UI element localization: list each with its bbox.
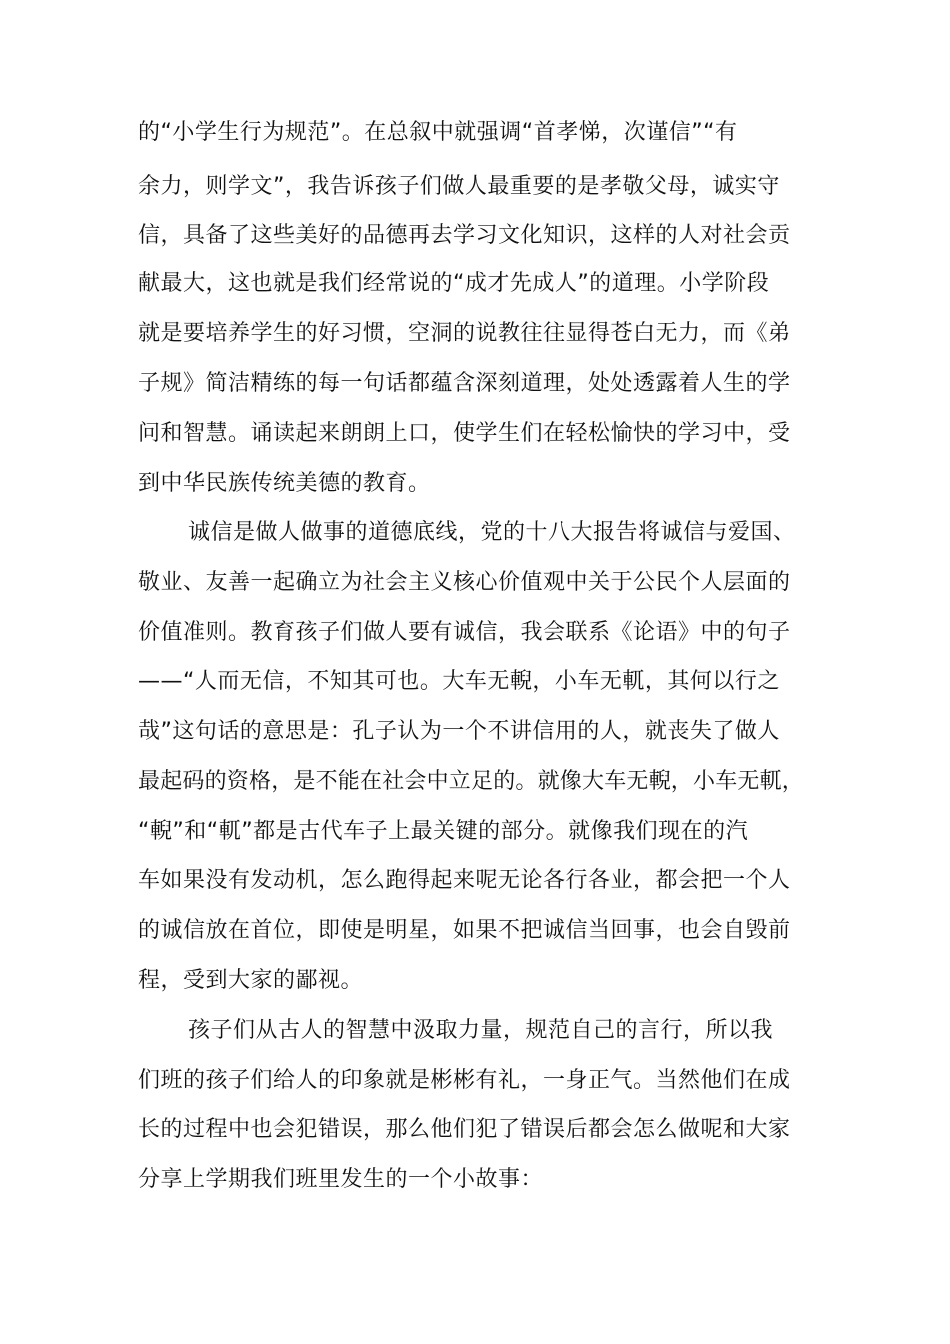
text-line: 诚信是做人做事的道德底线，党的十八大报告将诚信与爱国、 [188,520,796,545]
text-line: 车如果没有发动机，怎么跑得起来呢无论各行各业，都会把一个人 [138,868,791,893]
text-line: 问和智慧。诵读起来朗朗上口，使学生们在轻松愉快的学习中，受 [138,421,791,446]
text-line: 价值准则。教育孩子们做人要有诚信，我会联系《论语》中的句子 [138,620,791,645]
text-line: 余力，则学文”，我告诉孩子们做人最重要的是孝敬父母，诚实守 [138,174,780,199]
text-line: 孩子们从古人的智慧中汲取力量，规范自己的言行，所以我 [188,1018,774,1043]
text-line: “輗”和“軏”都是古代车子上最关键的部分。就像我们现在的汽 [138,819,749,844]
text-line: 到中华民族传统美德的教育。 [138,471,431,496]
text-line: 们班的孩子们给人的印象就是彬彬有礼，一身正气。当然他们在成 [138,1068,791,1093]
text-line: ——“人而无信，不知其可也。大车无輗，小车无軏，其何以行之 [138,669,780,694]
text-line: 的诚信放在首位，即使是明星，如果不把诚信当回事，也会自毁前 [138,918,791,943]
text-line: 最起码的资格，是不能在社会中立足的。就像大车无輗，小车无軏， [138,769,805,794]
text-line: 献最大，这也就是我们经常说的“成才先成人”的道理。小学阶段 [138,271,770,296]
text-line: 哉”这句话的意思是：孔子认为一个不讲信用的人，就丧失了做人 [138,719,780,744]
text-line: 信，具备了这些美好的品德再去学习文化知识，这样的人对社会贡 [138,223,791,248]
text-line: 就是要培养学生的好习惯，空洞的说教往往显得苍白无力，而《弟 [138,321,791,346]
text-line: 子规》简洁精练的每一句话都蕴含深刻道理，处处透露着人生的学 [138,371,791,396]
text-line: 的“小学生行为规范”。在总叙中就强调“首孝悌，次谨信”“有 [138,120,738,145]
text-line: 敬业、友善一起确立为社会主义核心价值观中关于公民个人层面的 [138,570,791,595]
text-line: 程，受到大家的鄙视。 [138,968,364,993]
text-line: 分享上学期我们班里发生的一个小故事： [138,1167,544,1192]
text-line: 长的过程中也会犯错误，那么他们犯了错误后都会怎么做呢和大家 [138,1117,791,1142]
